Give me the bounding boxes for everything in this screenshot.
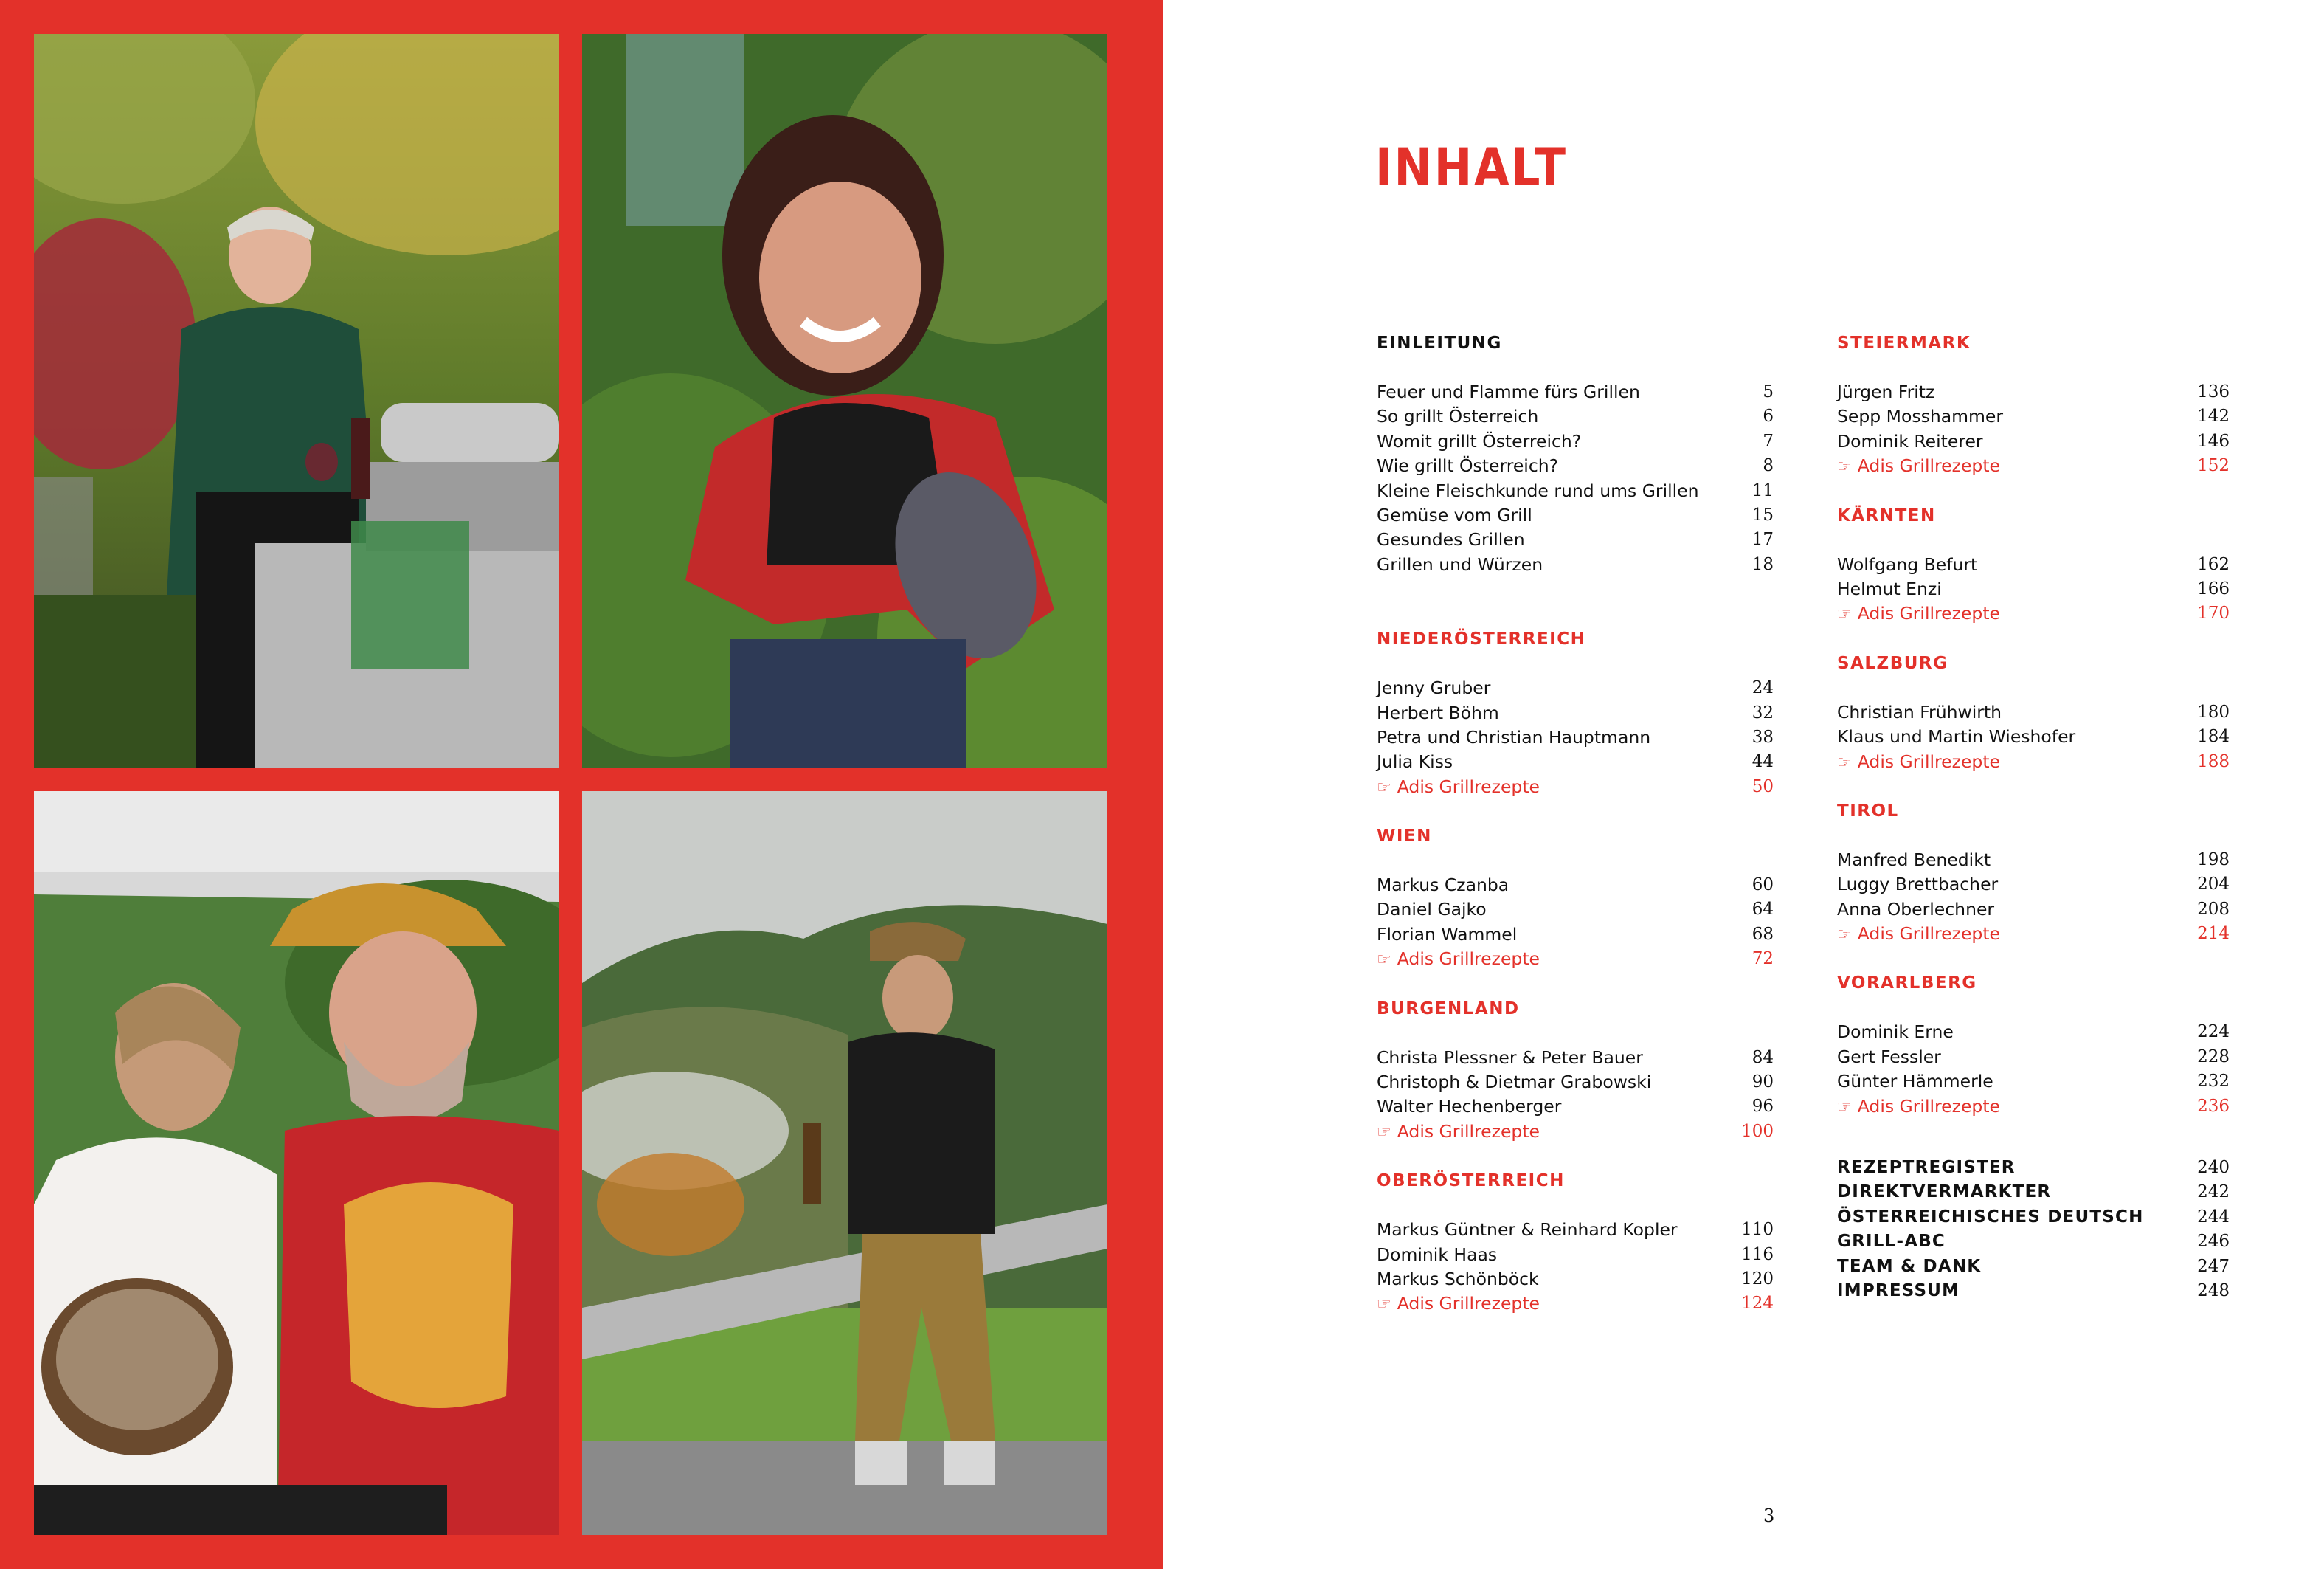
toc-entry-label: REZEPTREGISTER <box>1837 1158 2016 1178</box>
toc-entry-label: Adis Grillrezepte <box>1857 603 2001 624</box>
toc-entry-appendix[interactable] <box>1837 1230 2230 1254</box>
toc-entry-page: 32 <box>1751 703 1774 723</box>
appendix-list <box>1837 1156 2230 1303</box>
toc-entry-label: Christian Frühwirth <box>1837 701 2002 723</box>
toc-entry-page: 24 <box>1751 678 1774 698</box>
toc-entry[interactable] <box>1837 380 2230 404</box>
toc-entry-page: 166 <box>2197 579 2230 599</box>
toc-entry-label: Helmut Enzi <box>1837 578 1942 599</box>
photo-man-with-grill <box>34 34 559 768</box>
toc-entry-label: Adis Grillrezepte <box>1857 923 2001 945</box>
pointing-hand-icon: ☞ <box>1377 951 1391 970</box>
toc-entry-page: 198 <box>2197 849 2230 869</box>
toc-entry[interactable] <box>1837 430 2230 454</box>
toc-entry-page: 142 <box>2197 407 2230 427</box>
photo-bread-grill-icon <box>34 791 559 1535</box>
toc-entry-label: GRILL-ABC <box>1837 1232 1946 1252</box>
toc-entry-label: Adis Grillrezepte <box>1397 1120 1540 1142</box>
toc-entry-label: Feuer und Flamme fürs Grillen <box>1377 382 1640 402</box>
toc-entry[interactable] <box>1377 553 1774 577</box>
toc-entry[interactable] <box>1377 430 1774 454</box>
toc-entry-page: 242 <box>2197 1182 2230 1202</box>
toc-entry-label: Jenny Gruber <box>1377 677 1491 699</box>
toc-entry-label: DIREKTVERMARKTER <box>1837 1182 2052 1202</box>
toc-entry-label: Anna Oberlechner <box>1837 898 1995 920</box>
toc-entry[interactable] <box>1837 1069 2230 1094</box>
photo-woman-with-fish <box>582 34 1107 768</box>
toc-entry-label: Julia Kiss <box>1377 751 1453 773</box>
toc-entry-label: Jürgen Fritz <box>1837 382 1935 402</box>
pointing-hand-icon: ☞ <box>1837 458 1852 477</box>
toc-entry-label: Manfred Benedikt <box>1837 849 1991 870</box>
toc-entry[interactable] <box>1377 873 1774 897</box>
section-heading: STEIERMARK <box>1837 334 1971 353</box>
page-number: 3 <box>1763 1506 1775 1526</box>
section-heading: NIEDERÖSTERREICH <box>1377 630 1586 649</box>
toc-entry-page: 60 <box>1751 875 1774 895</box>
toc-entry[interactable] <box>1377 1243 1774 1267</box>
toc-entry-recipes[interactable] <box>1377 775 1774 799</box>
toc-entry[interactable] <box>1377 404 1774 429</box>
toc-entry[interactable] <box>1837 1045 2230 1069</box>
toc-entry-page: 7 <box>1763 431 1774 451</box>
pointing-hand-icon: ☞ <box>1837 1097 1852 1117</box>
photo-man-mountains <box>582 791 1107 1535</box>
toc-entry-label: Gesundes Grillen <box>1377 529 1525 551</box>
toc-entry-label: Christa Plessner & Peter Bauer <box>1377 1046 1643 1068</box>
toc-entry-label: Markus Güntner & Reinhard Kopler <box>1377 1219 1678 1241</box>
toc-entry-page: 11 <box>1751 480 1774 500</box>
toc-entry-page: 90 <box>1751 1072 1774 1092</box>
toc-entry-label: Petra und Christian Hauptmann <box>1377 726 1651 748</box>
toc-entry-page: 236 <box>2197 1096 2230 1116</box>
toc-right-column <box>1837 331 2230 1303</box>
toc-entry[interactable] <box>1837 897 2230 922</box>
toc-entry-page: 72 <box>1751 949 1774 969</box>
toc-entry[interactable] <box>1377 380 1774 404</box>
toc-entry-label: Dominik Haas <box>1377 1244 1498 1265</box>
toc-entry-label: Luggy Brettbacher <box>1837 874 1999 895</box>
section-heading: WIEN <box>1377 827 1432 846</box>
toc-entry-label: Adis Grillrezepte <box>1397 948 1540 970</box>
toc-entry-page: 18 <box>1751 554 1774 574</box>
photo-woman-fish-icon <box>582 34 1107 768</box>
toc-entry-page: 162 <box>2197 554 2230 574</box>
toc-title: INHALT <box>1375 137 1568 198</box>
toc-entry-page: 5 <box>1763 382 1774 401</box>
toc-entry-label: Markus Czanba <box>1377 875 1509 896</box>
toc-entry-label: Florian Wammel <box>1377 923 1518 945</box>
toc-entry[interactable] <box>1837 404 2230 429</box>
toc-entry[interactable] <box>1377 750 1774 774</box>
photo-man-mountain-icon <box>582 791 1107 1535</box>
toc-entry-page: 84 <box>1751 1047 1774 1067</box>
toc-entry-appendix[interactable] <box>1837 1205 2230 1230</box>
toc-entry-page: 116 <box>1741 1244 1774 1264</box>
toc-page <box>1163 0 2324 1569</box>
toc-entry-label: Adis Grillrezepte <box>1857 751 2001 772</box>
toc-entry-page: 224 <box>2197 1022 2230 1042</box>
pointing-hand-icon: ☞ <box>1837 605 1852 624</box>
toc-entry-page: 8 <box>1763 456 1774 476</box>
toc-entry-page: 15 <box>1751 505 1774 525</box>
toc-entry[interactable] <box>1377 1218 1774 1242</box>
toc-entry-label: Wolfgang Befurt <box>1837 554 1978 575</box>
toc-entry-page: 38 <box>1751 727 1774 747</box>
toc-entry[interactable] <box>1377 897 1774 922</box>
toc-entry[interactable] <box>1377 528 1774 552</box>
section-heading: SALZBURG <box>1837 653 1948 673</box>
toc-entry-recipes[interactable] <box>1377 947 1774 971</box>
toc-entry-page: 64 <box>1751 900 1774 920</box>
toc-entry-page: 208 <box>2197 899 2230 919</box>
toc-entry-page: 228 <box>2197 1046 2230 1066</box>
toc-entry-page: 247 <box>2197 1256 2230 1276</box>
toc-entry-label: Kleine Fleischkunde rund ums Grillen <box>1377 480 1699 501</box>
toc-entry-label: Adis Grillrezepte <box>1857 455 2001 477</box>
toc-entry-page: 214 <box>2197 924 2230 944</box>
section-heading: TIROL <box>1837 801 1899 821</box>
toc-entry-recipes[interactable] <box>1837 601 2230 626</box>
toc-entry-recipes[interactable] <box>1377 1292 1774 1316</box>
toc-entry-page: 232 <box>2197 1072 2230 1092</box>
toc-entry-page: 204 <box>2197 875 2230 894</box>
toc-entry-label: So grillt Österreich <box>1377 406 1539 427</box>
toc-entry-page: 170 <box>2197 604 2230 624</box>
toc-entry[interactable] <box>1377 1070 1774 1094</box>
toc-entry-page: 44 <box>1751 752 1774 772</box>
toc-entry[interactable] <box>1377 725 1774 750</box>
toc-entry-label: Adis Grillrezepte <box>1397 1293 1540 1314</box>
toc-entry[interactable] <box>1837 577 2230 601</box>
toc-entry-label: Walter Hechenberger <box>1377 1096 1562 1117</box>
toc-entry[interactable] <box>1837 700 2230 725</box>
toc-entry-page: 120 <box>1741 1269 1774 1289</box>
toc-entry[interactable] <box>1377 454 1774 478</box>
toc-entry-page: 180 <box>2197 702 2230 722</box>
toc-entry[interactable] <box>1837 848 2230 872</box>
toc-entry-page: 96 <box>1751 1097 1774 1117</box>
toc-entry[interactable] <box>1377 503 1774 528</box>
toc-entry-label: Daniel Gajko <box>1377 899 1487 920</box>
toc-entry[interactable] <box>1837 872 2230 897</box>
toc-entry-recipes[interactable] <box>1837 1094 2230 1119</box>
toc-entry-appendix[interactable] <box>1837 1180 2230 1204</box>
toc-entry[interactable] <box>1837 553 2230 577</box>
toc-entry-label: Adis Grillrezepte <box>1397 776 1540 797</box>
toc-entry-page: 50 <box>1751 776 1774 796</box>
toc-entry-label: Dominik Reiterer <box>1837 430 1983 452</box>
toc-entry-page: 184 <box>2197 727 2230 747</box>
toc-entry[interactable] <box>1837 1020 2230 1044</box>
section-heading: BURGENLAND <box>1377 999 1520 1018</box>
toc-entry-label: Sepp Mosshammer <box>1837 406 2004 427</box>
pointing-hand-icon: ☞ <box>1377 1295 1391 1314</box>
toc-left-column <box>1377 331 1774 1317</box>
toc-entry[interactable] <box>1377 1046 1774 1070</box>
toc-entry-page: 124 <box>1741 1294 1774 1314</box>
toc-entry-label: TEAM & DANK <box>1837 1256 1982 1276</box>
toc-entry-page: 188 <box>2197 751 2230 771</box>
toc-entry-recipes[interactable] <box>1377 1120 1774 1144</box>
toc-entry-label: Gert Fessler <box>1837 1046 1941 1067</box>
toc-entry-page: 68 <box>1751 924 1774 944</box>
toc-entry-label: IMPRESSUM <box>1837 1280 1960 1300</box>
toc-entry-label: Klaus und Martin Wieshofer <box>1837 726 2076 748</box>
photo-man-garden-grill-icon <box>34 34 559 768</box>
pointing-hand-icon: ☞ <box>1837 753 1852 772</box>
toc-entry-page: 244 <box>2197 1207 2230 1227</box>
toc-entry-label: Womit grillt Österreich? <box>1377 430 1582 452</box>
toc-entry-label: Gemüse vom Grill <box>1377 504 1532 525</box>
toc-entry-recipes[interactable] <box>1837 922 2230 946</box>
pointing-hand-icon: ☞ <box>1377 778 1391 797</box>
toc-entry-appendix[interactable] <box>1837 1279 2230 1303</box>
toc-entry-recipes[interactable] <box>1837 454 2230 478</box>
toc-entry-label: Dominik Erne <box>1837 1021 1954 1043</box>
toc-entry-label: ÖSTERREICHISCHES DEUTSCH <box>1837 1207 2144 1227</box>
section-heading: OBERÖSTERREICH <box>1377 1171 1565 1191</box>
toc-entry-page: 136 <box>2197 382 2230 401</box>
photo-bread-and-grill <box>34 791 559 1535</box>
toc-entry[interactable] <box>1377 1094 1774 1119</box>
toc-entry-recipes[interactable] <box>1837 750 2230 774</box>
toc-entry-page: 110 <box>1741 1220 1774 1240</box>
toc-entry-label: Adis Grillrezepte <box>1857 1095 2001 1117</box>
toc-entry[interactable] <box>1377 701 1774 725</box>
pointing-hand-icon: ☞ <box>1837 925 1852 945</box>
toc-entry-label: Wie grillt Österreich? <box>1377 455 1559 477</box>
toc-entry-label: Christoph & Dietmar Grabowski <box>1377 1072 1652 1093</box>
toc-entry[interactable] <box>1377 676 1774 700</box>
pointing-hand-icon: ☞ <box>1377 1123 1391 1142</box>
toc-entry-appendix[interactable] <box>1837 1255 2230 1279</box>
section-heading: EINLEITUNG <box>1377 334 1502 353</box>
toc-entry-page: 248 <box>2197 1280 2230 1300</box>
toc-entry-label: Herbert Böhm <box>1377 702 1499 723</box>
toc-entry-page: 17 <box>1751 530 1774 550</box>
toc-entry-label: Markus Schönböck <box>1377 1268 1539 1289</box>
toc-entry-page: 246 <box>2197 1232 2230 1252</box>
toc-entry-label: Grillen und Würzen <box>1377 554 1543 575</box>
toc-entry-page: 100 <box>1741 1121 1774 1141</box>
toc-entry-page: 240 <box>2197 1158 2230 1178</box>
toc-entry-page: 6 <box>1763 407 1774 427</box>
section-heading: KÄRNTEN <box>1837 506 1936 525</box>
toc-entry[interactable] <box>1837 725 2230 749</box>
section-heading: VORARLBERG <box>1837 973 1977 993</box>
toc-entry-page: 146 <box>2197 431 2230 451</box>
toc-entry[interactable] <box>1377 1267 1774 1292</box>
toc-entry[interactable] <box>1377 479 1774 503</box>
toc-entry-appendix[interactable] <box>1837 1156 2230 1180</box>
toc-entry[interactable] <box>1377 923 1774 947</box>
toc-entry-page: 152 <box>2197 456 2230 476</box>
toc-entry-label: Günter Hämmerle <box>1837 1071 1993 1092</box>
